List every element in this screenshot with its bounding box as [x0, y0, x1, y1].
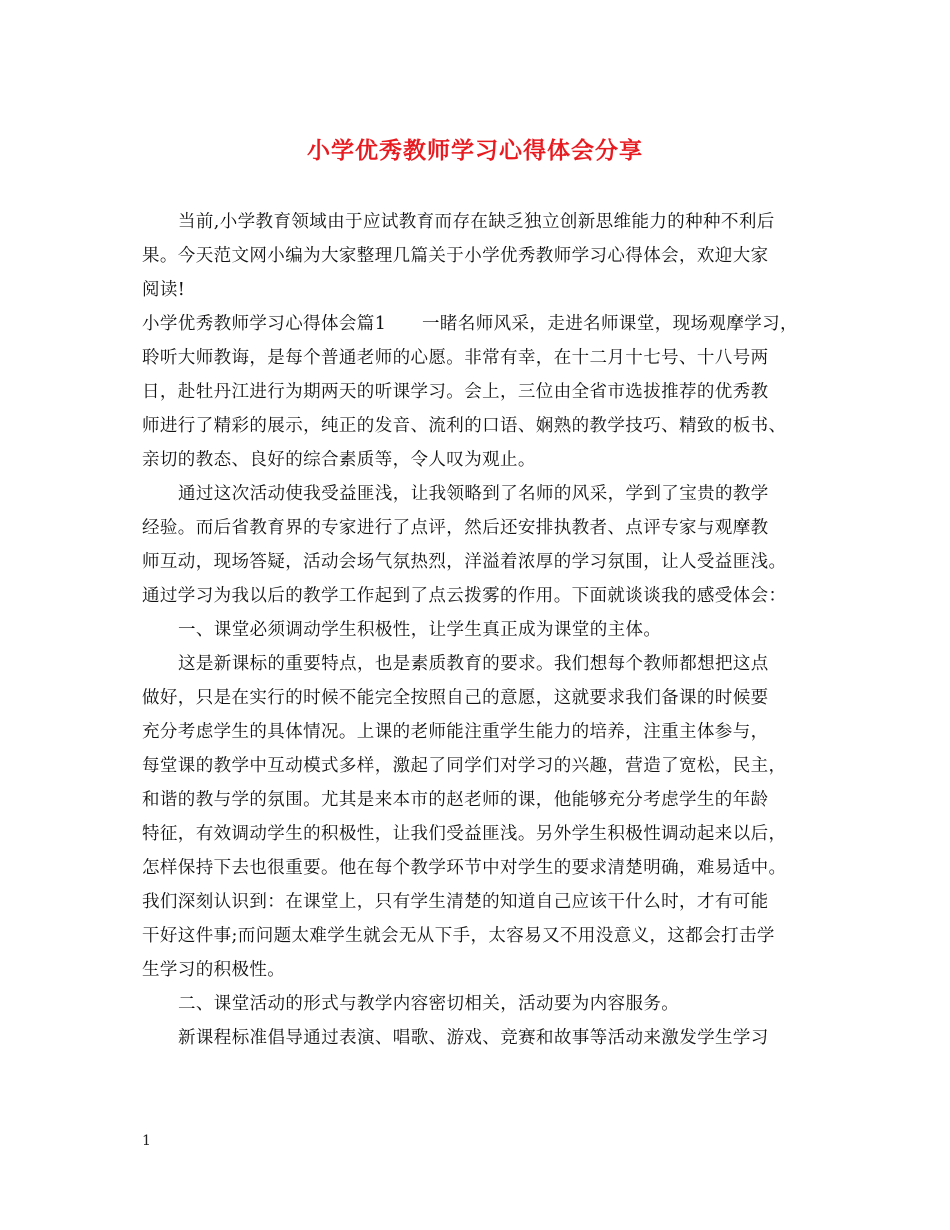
- text-line: 日，赴牡丹江进行为期两天的听课学习。会上，三位由全省市选拔推荐的优秀教: [142, 382, 769, 402]
- text-line: 新课程标准倡导通过表演、唱歌、游戏、竞赛和故事等活动来激发学生学习: [178, 1028, 769, 1048]
- text-line: 二、课堂活动的形式与教学内容密切相关，活动要为内容服务。: [178, 994, 680, 1014]
- text-line: 一、课堂必须调动学生积极性，让学生真正成为课堂的主体。: [178, 620, 662, 640]
- text-line: 做好，只是在实行的时候不能完全按照自己的意愿，这就要求我们备课的时候要: [142, 688, 769, 708]
- text-line: 果。今天范文网小编为大家整理几篇关于小学优秀教师学习心得体会，欢迎大家: [142, 246, 769, 266]
- document-body: [142, 205, 826, 1055]
- page-number: 1: [142, 1133, 151, 1149]
- text-line: 通过这次活动使我受益匪浅，让我领略到了名师的风采，学到了宝贵的教学: [178, 484, 769, 504]
- text-line: 每堂课的教学中互动模式多样，激起了同学们对学习的兴趣，营造了宽松，民主，: [142, 756, 787, 776]
- text-line: 和谐的教与学的氛围。尤其是来本市的赵老师的课，他能够充分考虑学生的年龄: [142, 790, 769, 810]
- text-line: 充分考虑学生的具体情况。上课的老师能注重学生能力的培养，注重主体参与，: [142, 722, 769, 742]
- text-line: 通过学习为我以后的教学工作起到了点云拨雾的作用。下面就谈谈我的感受体会：: [142, 586, 787, 606]
- text-line: 小学优秀教师学习心得体会篇1 一睹名师风采，走进名师课堂，现场观摩学习，: [142, 314, 798, 334]
- text-line: 聆听大师教诲，是每个普通老师的心愿。非常有幸，在十二月十七号、十八号两: [142, 348, 769, 368]
- text-line: 经验。而后省教育界的专家进行了点评，然后还安排执教者、点评专家与观摩教: [142, 518, 769, 538]
- document-title: 小学优秀教师学习心得体会分享: [307, 137, 643, 164]
- text-line: 阅读!: [142, 280, 186, 300]
- text-line: 师进行了精彩的展示，纯正的发音、流利的口语、娴熟的教学技巧、精致的板书、: [142, 416, 787, 436]
- text-line: 怎样保持下去也很重要。他在每个教学环节中对学生的要求清楚明确，难易适中。: [142, 858, 787, 878]
- text-line: 我们深刻认识到：在课堂上，只有学生清楚的知道自己应该干什么时，才有可能: [142, 892, 769, 912]
- text-line: 当前,小学教育领域由于应试教育而存在缺乏独立创新思维能力的种种不利后: [178, 212, 775, 232]
- text-line: 生学习的积极性。: [142, 960, 286, 980]
- text-line: 亲切的教态、良好的综合素质等，令人叹为观止。: [142, 450, 536, 470]
- text-line: 特征，有效调动学生的积极性，让我们受益匪浅。另外学生积极性调动起来以后，: [142, 824, 787, 844]
- text-line: 这是新课标的重要特点，也是素质教育的要求。我们想每个教师都想把这点: [178, 654, 769, 674]
- text-line: 干好这件事;而问题太难学生就会无从下手，太容易又不用没意义，这都会打击学: [142, 926, 775, 946]
- text-line: 师互动，现场答疑，活动会场气氛热烈，洋溢着浓厚的学习氛围，让人受益匪浅。: [142, 552, 787, 572]
